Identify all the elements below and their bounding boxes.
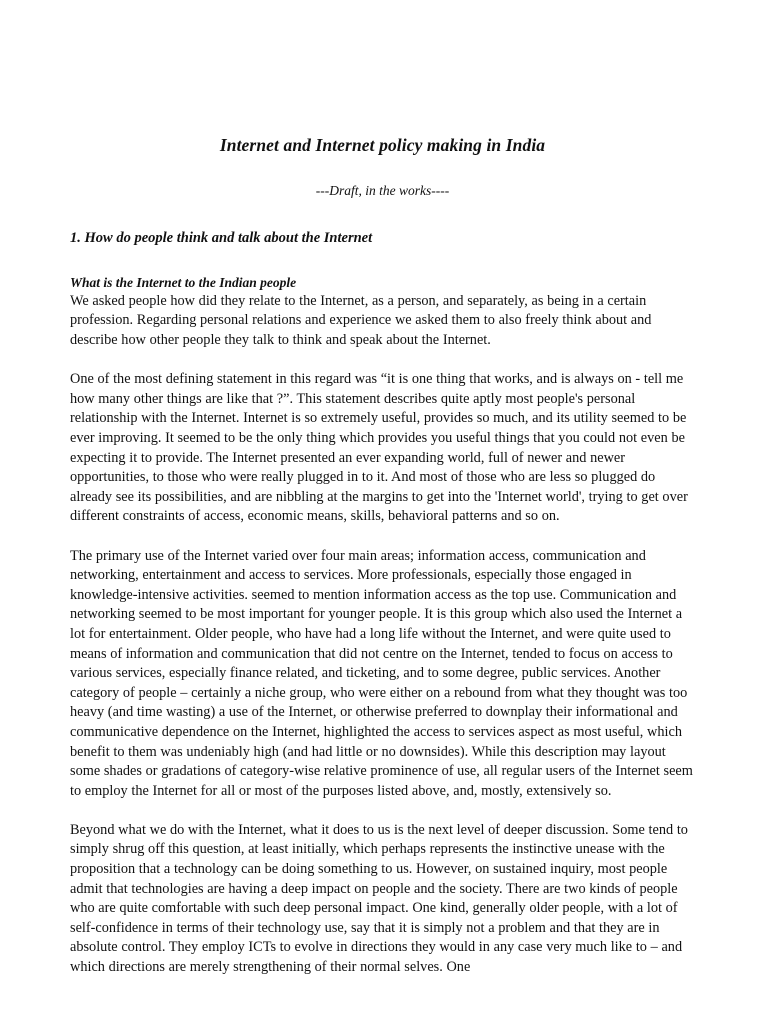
document-subtitle: ---Draft, in the works---- [315,183,450,198]
paragraph-4: Beyond what we do with the Internet, what it does to us is the next level of deeper discussion. Some tend to simply shrug off this question, at least initially, which perhaps represents the instinctive unease with the proposition that a technology can be doing something to us. However, on sustained inquiry, most people admit that technologies are having a deep impact on people and the society. There are two kinds of people who are quite comfortable with such deep personal impact. One kind, generally older people, with a lot of self-confidence in terms of their technology use, say that it is simply not a problem and that they are in absolute control. They employ ICTs to evolve in directions they would in any case very much like to – and which directions are merely strengthening of their normal selves. One [70,821,688,976]
section-heading-1: 1. How do people think and talk about the Internet [70,230,373,247]
paragraph-1: We asked people how did they relate to the Internet, as a person, and separately, as being in a certain profession. Regarding personal relations and experience we asked them to also freely think about and describe how other people they talk to think and speak about the Internet. [70,292,652,349]
sub-heading-what-is-the-internet: What is the Internet to the Indian people [70,275,297,291]
paragraph-2: One of the most defining statement in this regard was “it is one thing that works, and is always on - tell me how many other things are like that ?”. This statement describes quite aptly most people's personal relationship with the Internet. Internet is so extremely useful, provides so much, and its utility seemed to be ever improving. It seemed to be the only thing which provides you useful things that you could not even be expecting it to provide. The Internet presented an ever expanding world, full of newer and newer opportunities, to those who were really plugged in to it. And most of those who are less so plugged do already see its possibilities, and are nibbling at the margins to get into the 'Internet world', trying to get over different constraints of access, economic means, skills, behavioral patterns and so on. [70,371,688,525]
paragraph-3: The primary use of the Internet varied over four main areas; information access, communication and networking, entertainment and access to services. More professionals, especially those engaged in knowledge-intensive activities. seemed to mention information access as the top use. Communication and networking seemed to be most important for younger people. It is this group which also used the Internet a lot for entertainment. Older people, who have had a long life without the Internet, and were quite used to means of information and communication that did not centre on the Internet, tended to focus on access to various services, especially finance related, and ticketing, and to some degree, public services. Another category of people – certainly a niche group, who were either on a rebound from what they thought was too heavy (and time wasting) a use of the Internet, or otherwise preferred to downplay their informational and communicative dependence on the Internet, highlighted the access to services aspect as most useful, which benefit to them was undeniably high (and had little or no downsides). While this description may layout some shades or gradations of category-wise relative prominence of use, all regular users of the Internet seem to employ the Internet for all or most of the purposes listed above, and, mostly, extensively so. [70,547,693,799]
document-title: Internet and Internet policy making in India [219,135,546,155]
